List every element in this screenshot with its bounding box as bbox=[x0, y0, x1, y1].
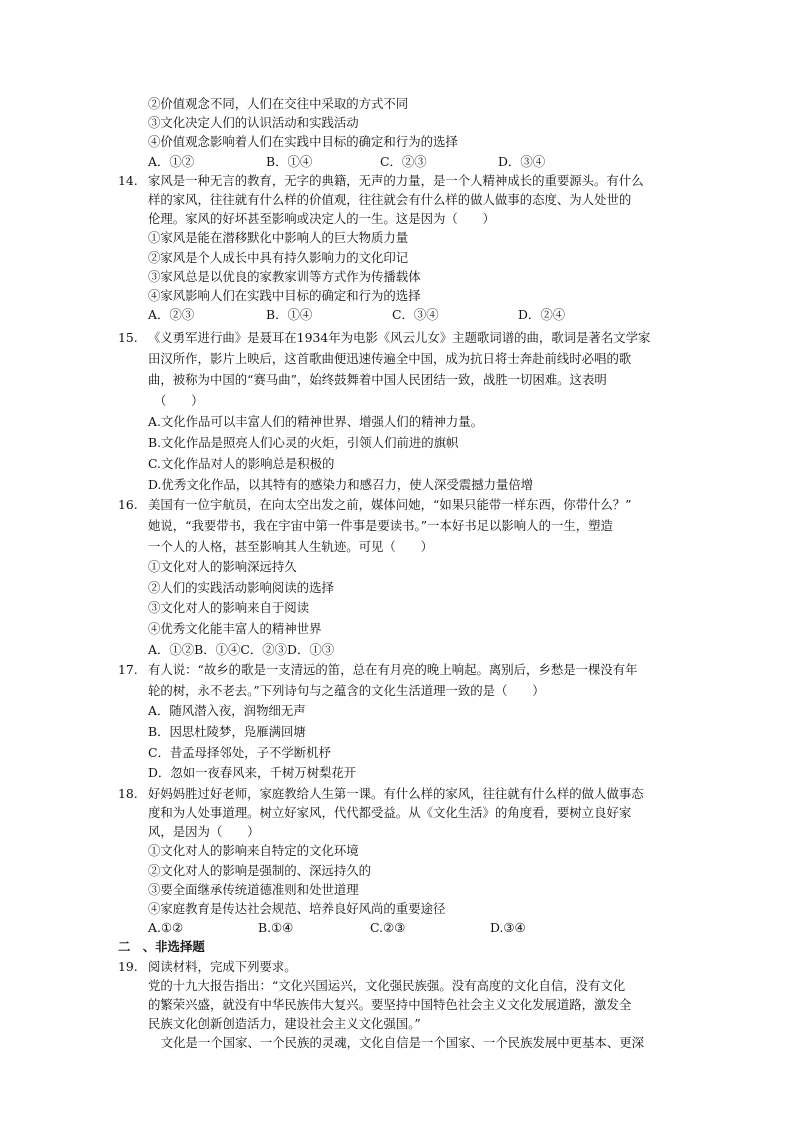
answer-option-b[interactable]: B．①④ bbox=[266, 307, 313, 323]
answer-option-d[interactable]: D．忽如一夜春风来，千树万树梨花开 bbox=[148, 765, 357, 781]
question-stem: 样的家风，往往就有什么样的价值观，往往就会有什么样的做人做事的态度、为人处世的 bbox=[148, 192, 632, 207]
option-statement: ②价值观念不同，人们在交往中采取的方式不同 bbox=[148, 96, 409, 111]
question-19 bbox=[118, 957, 708, 1053]
question-17 bbox=[118, 660, 708, 784]
question-number: 15. bbox=[118, 330, 138, 346]
answer-option-d[interactable]: D．③④ bbox=[498, 153, 546, 169]
question-number: 19. bbox=[118, 958, 138, 974]
question-16 bbox=[118, 495, 708, 660]
question-stem: 田汉所作，影片上映后，这首歌曲便迅速传遍全中国，成为抗日将士奔赴前线时必唱的歌 bbox=[148, 351, 632, 367]
reading-material: 文化是一个国家、一个民族的灵魂，文化自信是一个国家、一个民族发展中更基本、更深 bbox=[136, 1035, 645, 1051]
option-statement: ④优秀文化能丰富人的精神世界 bbox=[148, 620, 322, 636]
option-statement: ②文化对人的影响是强制的、深远持久的 bbox=[148, 862, 372, 878]
question-stem: 《义勇军进行曲》是聂耳在1934年为电影《风云儿女》主题歌词谱的曲，歌词是著名文学家 bbox=[148, 330, 651, 346]
option-statement: ③文化对人的影响来自于阅读 bbox=[148, 600, 310, 616]
option-statement: ①文化对人的影响来自特定的文化环境 bbox=[148, 843, 359, 859]
question-number: 18. bbox=[118, 785, 138, 801]
reading-material: 民族文化创新创造活力，建设社会主义文化强国。” bbox=[148, 1016, 421, 1032]
answer-option-a[interactable]: A．①② bbox=[148, 153, 195, 169]
answer-option-a[interactable]: A．②③ bbox=[148, 307, 195, 323]
answer-options bbox=[118, 918, 708, 937]
reading-material: 的繁荣兴盛，就没有中华民族伟大复兴。要坚持中国特色社会主义文化发展道路，激发全 bbox=[148, 996, 632, 1012]
question-14 bbox=[118, 171, 708, 325]
answer-option-d[interactable]: D.优秀文化作品，以其特有的感染力和感召力，使人深受震撼力量倍增 bbox=[148, 477, 534, 493]
question-number: 17. bbox=[118, 662, 138, 678]
question-stem: 家风是一种无言的教育，无字的典籍，无声的力量，是一个人精神成长的重要源头。有什么 bbox=[148, 172, 644, 188]
option-statement: ①家风是能在潜移默化中影响人的巨大物质力量 bbox=[148, 230, 409, 246]
option-statement: ②家风是个人成长中具有持久影响力的文化印记 bbox=[148, 249, 409, 265]
answer-options bbox=[118, 152, 708, 171]
option-statement: ②人们的实践活动影响阅读的选择 bbox=[148, 579, 334, 595]
answer-options[interactable]: A．①②B．①④C．②③D．①③ bbox=[148, 641, 335, 657]
reading-material: 党的十九大报告指出：“文化兴国运兴，文化强民族强。没有高度的文化自信，没有文化 bbox=[148, 977, 626, 993]
answer-option-a[interactable]: A．随风潜入夜，润物细无声 bbox=[148, 703, 306, 719]
option-statement: ③文化决定人们的认识活动和实践活动 bbox=[148, 115, 359, 131]
option-statement: ④价值观念影响着人们在实践中目标的确定和行为的选择 bbox=[148, 134, 458, 150]
option-statement: ④家庭教育是传达社会规范、培养良好风尚的重要途径 bbox=[148, 900, 446, 916]
question-stem: 有人说：“故乡的歌是一支清远的笛，总在有月亮的晚上响起。离别后，乡愁是一棵没有年 bbox=[148, 662, 638, 678]
option-statement: ①文化对人的影响深远持久 bbox=[148, 559, 297, 575]
question-stem: 好妈妈胜过好老师，家庭教给人生第一课。有什么样的家风，往往就有什么样的做人做事态 bbox=[148, 785, 644, 801]
question-number: 14. bbox=[118, 172, 138, 188]
question-stem: 阅读材料，完成下列要求。 bbox=[148, 958, 297, 974]
question-stem: 风，是因为（ ） bbox=[148, 824, 260, 840]
question-18 bbox=[118, 784, 708, 938]
question-number: 16. bbox=[118, 497, 138, 513]
answer-option-c[interactable]: C.②③ bbox=[370, 920, 406, 936]
question-15 bbox=[118, 327, 708, 495]
answer-option-d[interactable]: D．②④ bbox=[518, 307, 566, 323]
answer-option-a[interactable]: A.文化作品可以丰富人们的精神世界、增强人们的精神力量。 bbox=[148, 414, 484, 430]
question-stem: 度和为人处事道理。树立好家风，代代都受益。从《文化生活》的角度看，要树立良好家 bbox=[148, 804, 632, 820]
answer-option-d[interactable]: D.③④ bbox=[490, 920, 526, 936]
answer-option-c[interactable]: C.文化作品对人的影响总是积极的 bbox=[148, 456, 335, 472]
question-stem: 她说，“我要带书，我在宇宙中第一件事是要读书。”一本好书足以影响人的一生，塑造 bbox=[148, 518, 613, 533]
answer-option-b[interactable]: B．①④ bbox=[266, 153, 313, 169]
question-stem: 伦理。家风的好坏甚至影响或决定人的一生。这是因为（ ） bbox=[148, 211, 495, 227]
answer-option-b[interactable]: B．因思杜陵梦，凫雁满回塘 bbox=[148, 723, 306, 739]
question-stem: 美国有一位宇航员，在向太空出发之前，媒体问她，“如果只能带一样东西，你带什么？” bbox=[148, 497, 632, 513]
answer-option-b[interactable]: B.文化作品是照亮人们心灵的火炬，引领人们前进的旗帜 bbox=[148, 435, 459, 451]
option-statement: ④家风影响人们在实践中目标的确定和行为的选择 bbox=[148, 288, 421, 304]
exam-page bbox=[118, 94, 708, 1053]
option-statement: ③家风总是以优良的家教家训等方式作为传播载体 bbox=[148, 268, 421, 284]
answer-options bbox=[118, 305, 708, 324]
question-stem: 曲，被称为中国的“赛马曲”，始终鼓舞着中国人民团结一致，战胜一切困难。这表明 bbox=[148, 372, 607, 388]
answer-option-c[interactable]: C．③④ bbox=[392, 307, 439, 323]
answer-option-a[interactable]: A.①② bbox=[148, 920, 184, 936]
option-statement: ③要全面继承传统道德准则和处世道理 bbox=[148, 881, 359, 897]
section-heading: 二 、非选择题 bbox=[118, 939, 205, 955]
answer-option-c[interactable]: C．②③ bbox=[380, 153, 427, 169]
answer-option-b[interactable]: B.①④ bbox=[258, 920, 294, 936]
question-stem: 一个人的人格，甚至影响其人生轨迹。可见（ ） bbox=[148, 538, 433, 554]
q13-tail bbox=[118, 94, 708, 171]
answer-option-c[interactable]: C．昔孟母择邻处，子不学断机杼 bbox=[148, 744, 331, 760]
question-stem: 轮的树，永不老去。”下列诗句与之蕴含的文化生活道理一致的是（ ） bbox=[148, 682, 545, 698]
answer-blank: （ ） bbox=[154, 393, 204, 409]
